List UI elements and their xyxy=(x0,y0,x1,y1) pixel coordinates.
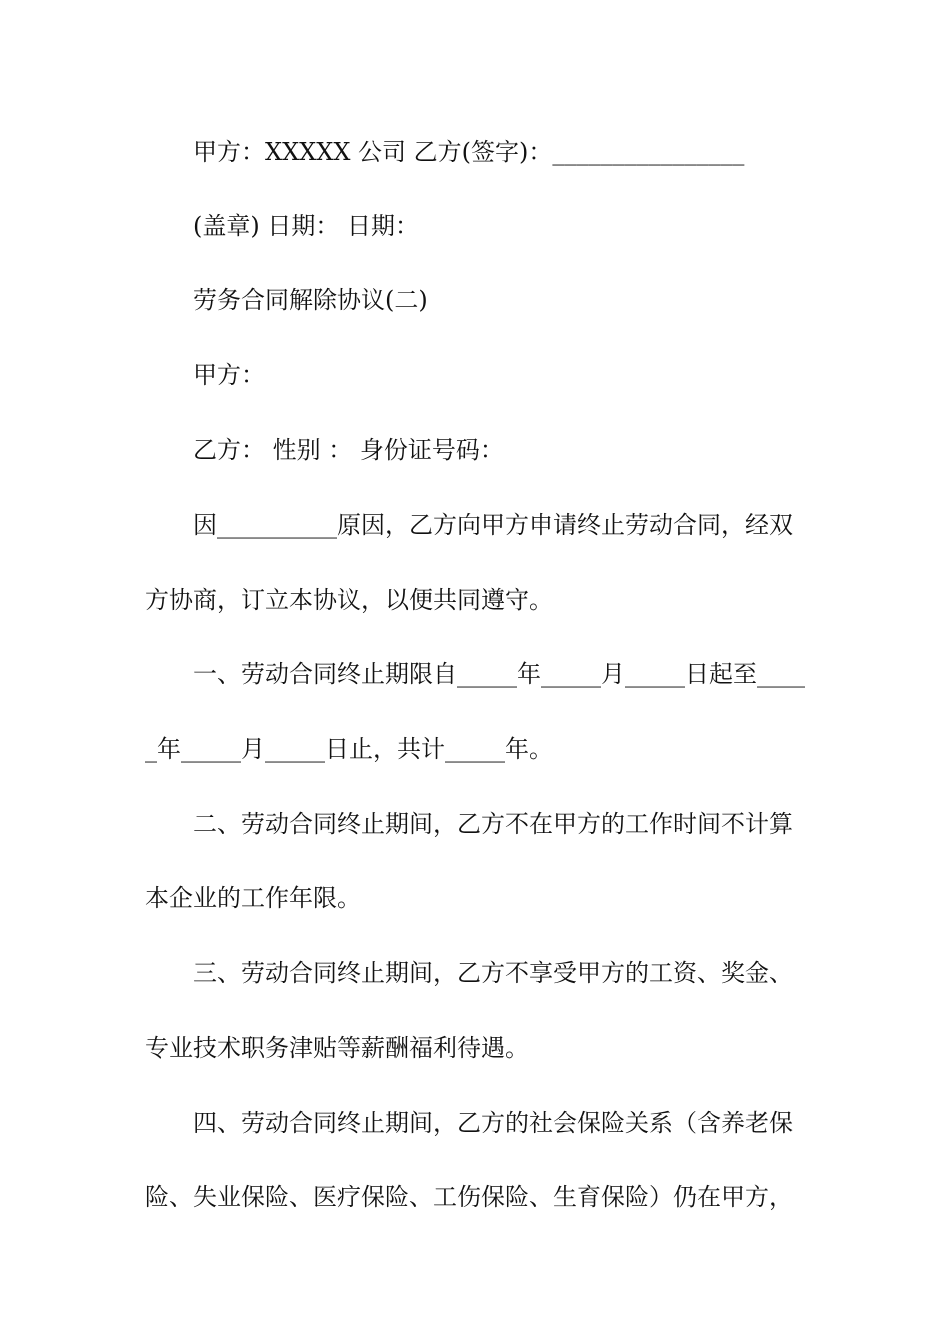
clause-3-line-2: 专业技术职务津贴等薪酬福利待遇。 xyxy=(145,1034,529,1062)
clause-1-line-1: 一、劳动合同终止期限自_____年_____月_____日起至____ xyxy=(193,660,805,688)
agreement-title: 劳务合同解除协议(二) xyxy=(193,286,428,314)
clause-1-line-2: _年_____月_____日止，共计_____年。 xyxy=(145,735,553,763)
party-a-line: 甲方： xyxy=(193,361,265,389)
signature-line: 甲方：XXXXX 公司 乙方(签字)：________________ xyxy=(193,138,745,166)
clause-3-line-1: 三、劳动合同终止期间，乙方不享受甲方的工资、奖金、 xyxy=(193,959,793,987)
paragraph-intro-line-1: 因__________原因，乙方向甲方申请终止劳动合同，经双 xyxy=(193,511,793,539)
clause-2-line-2: 本企业的工作年限。 xyxy=(145,884,361,912)
clause-2-line-1: 二、劳动合同终止期间，乙方不在甲方的工作时间不计算 xyxy=(193,810,793,838)
clause-4-line-2: 险、失业保险、医疗保险、工伤保险、生育保险）仍在甲方， xyxy=(145,1183,793,1211)
seal-date-line: (盖章) 日期： 日期： xyxy=(193,212,419,240)
party-b-line: 乙方： 性别 ： 身份证号码： xyxy=(193,436,504,464)
paragraph-intro-line-2: 方协商，订立本协议，以便共同遵守。 xyxy=(145,586,553,614)
clause-4-line-1: 四、劳动合同终止期间，乙方的社会保险关系（含养老保 xyxy=(193,1109,793,1137)
